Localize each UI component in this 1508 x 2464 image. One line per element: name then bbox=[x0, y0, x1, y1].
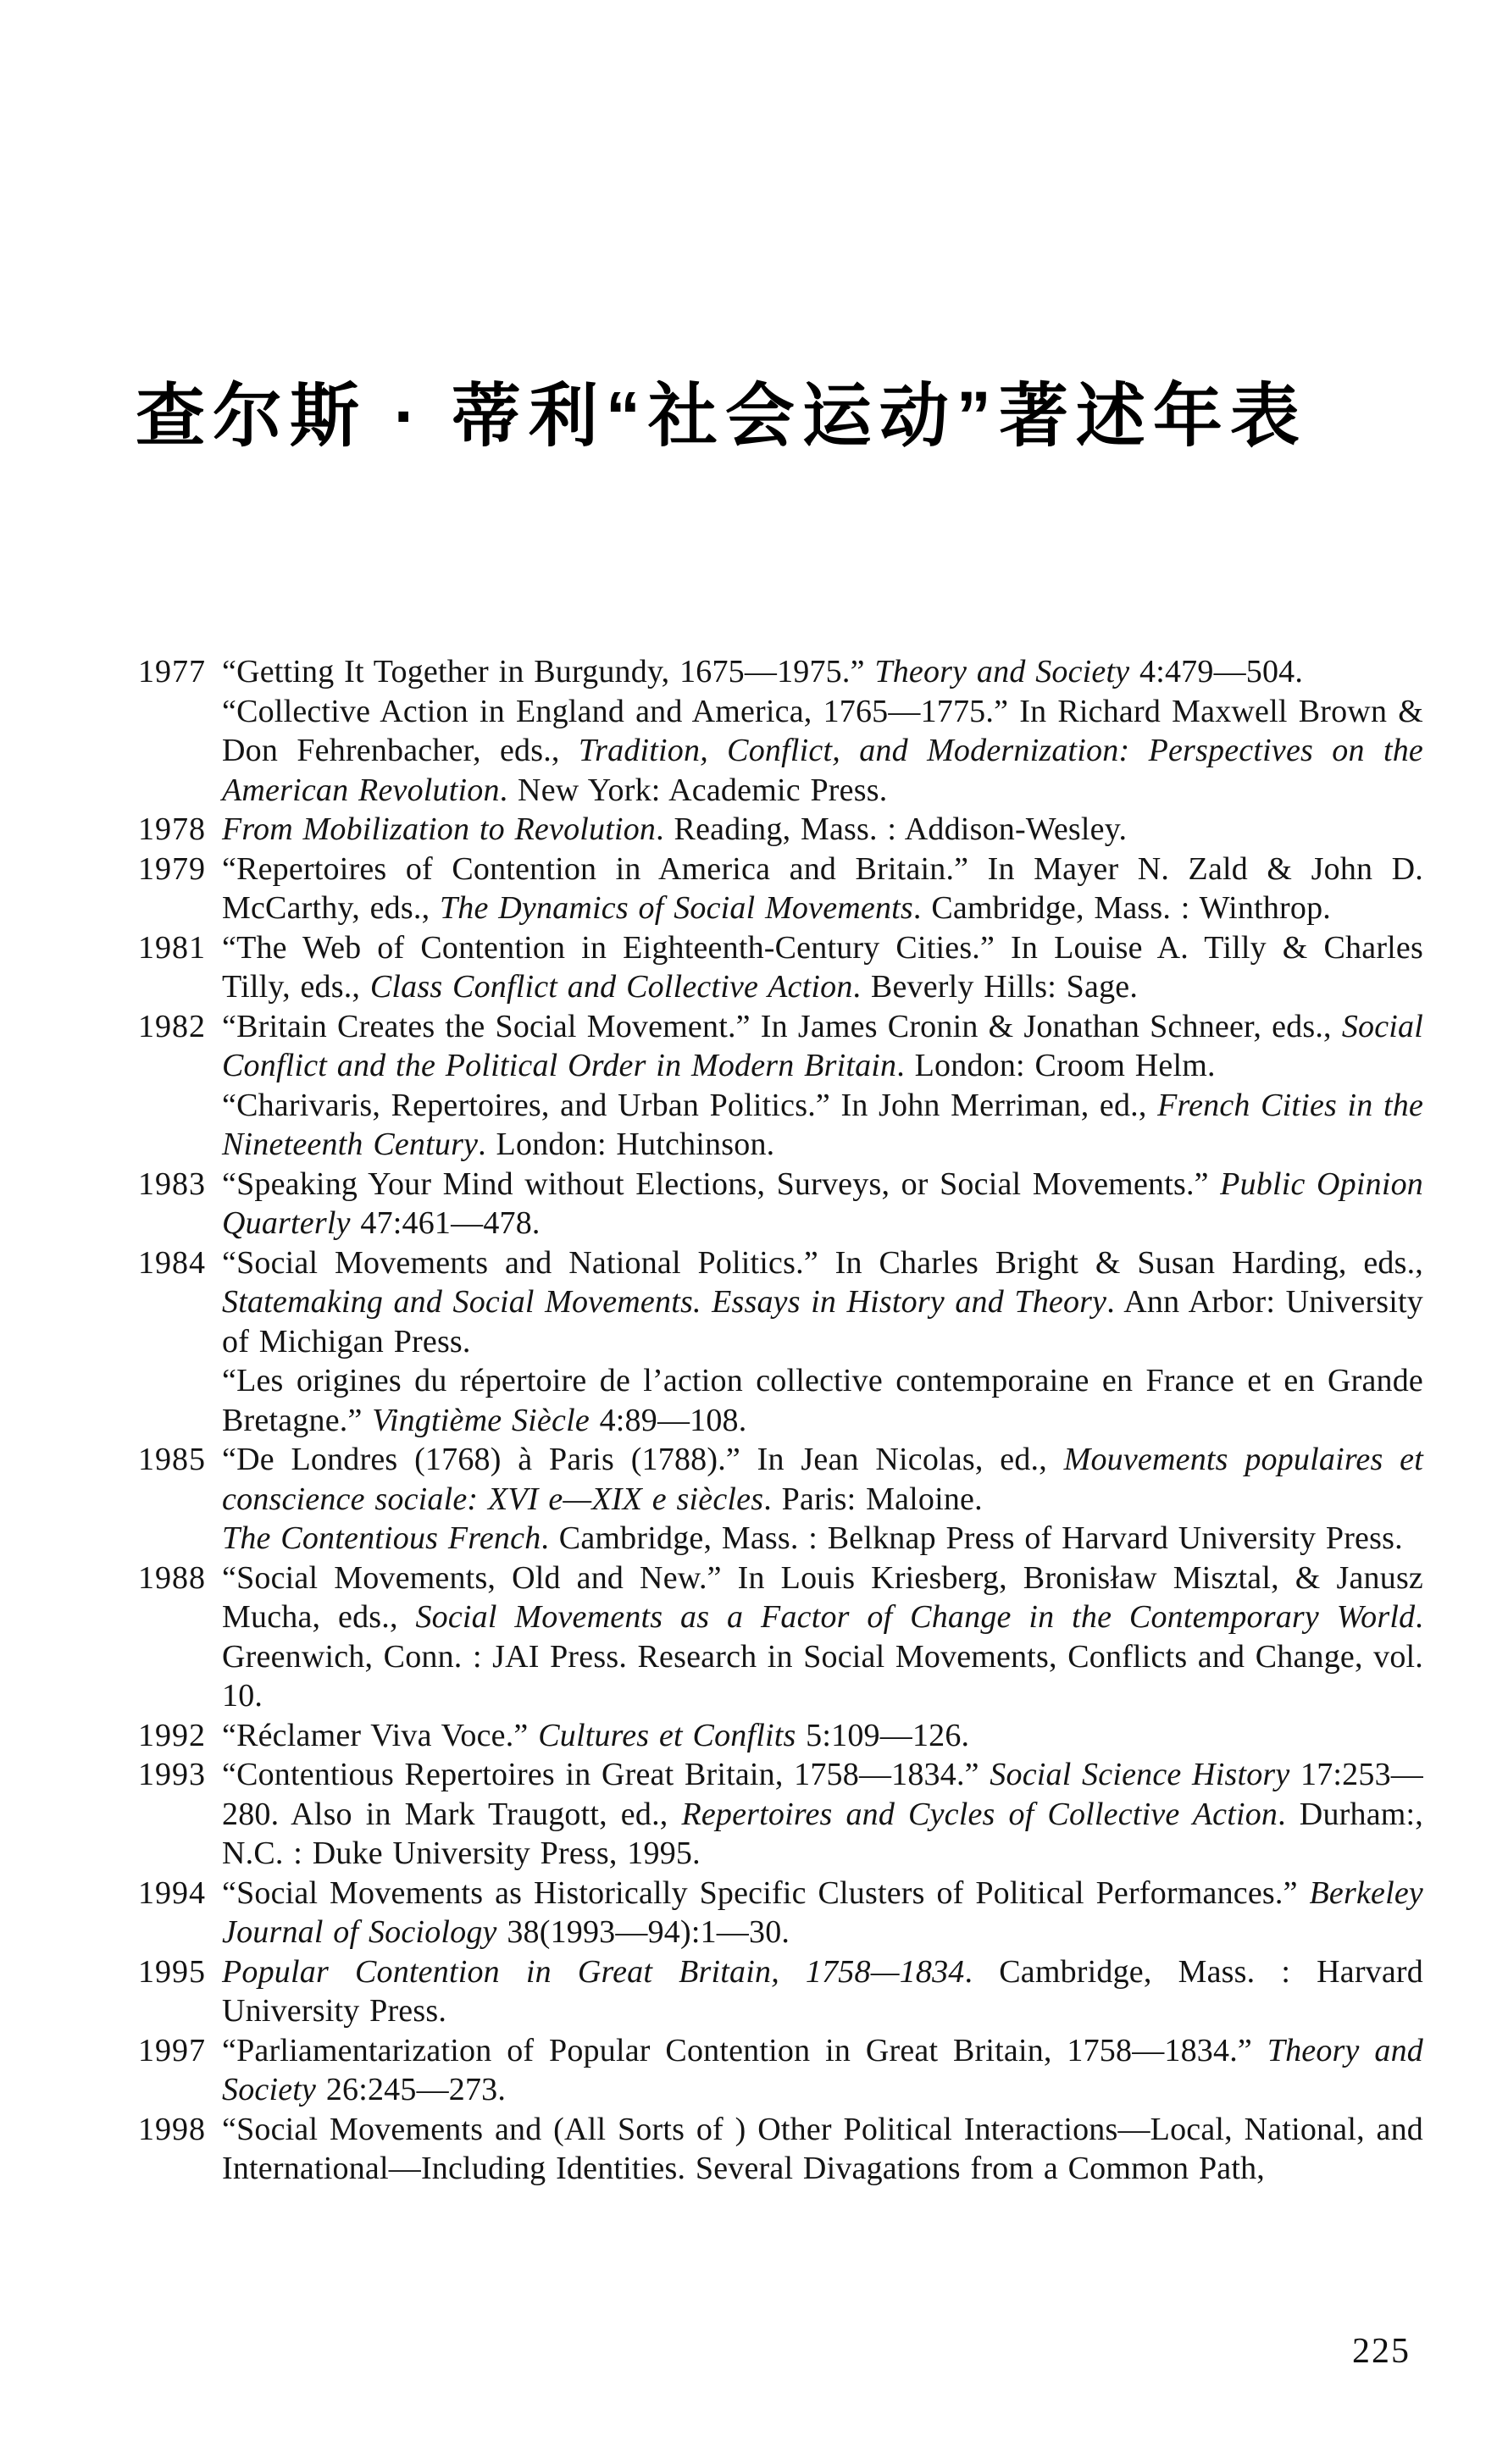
entry-year: 1979 bbox=[138, 850, 206, 887]
entry-item: “Charivaris, Repertoires, and Urban Politics.” In John Merriman, ed., French Cities in the Nineteenth Century. London: Hutchinson. bbox=[222, 1087, 1424, 1162]
entry-item: “Parliamentarization of Popular Contention in Great Britain, 1758—1834.” Theory and Society 26:245—273. bbox=[222, 2032, 1423, 2107]
entry-year: 1997 bbox=[138, 2032, 206, 2068]
bibliography-entry bbox=[138, 1874, 1423, 1952]
entry-year: 1983 bbox=[138, 1166, 206, 1202]
entry-item: “Getting It Together in Burgundy, 1675—1975.” Theory and Society 4:479—504. bbox=[222, 654, 1304, 689]
bibliography-entry bbox=[138, 1165, 1423, 1243]
entry-item: “Réclamer Viva Voce.” Cultures et Conflits 5:109—126. bbox=[222, 1717, 970, 1753]
entry-item: “Les origines du répertoire de l’action collective contemporaine en France et en Grande Bretagne.” Vingtième Siècle 4:89—108. bbox=[222, 1363, 1423, 1438]
bibliography-entry bbox=[138, 2031, 1423, 2110]
entry-item: “Speaking Your Mind without Elections, Surveys, or Social Movements.” Public Opinion Quarterly 47:461—478. bbox=[222, 1166, 1423, 1241]
bibliography-entry bbox=[138, 1007, 1423, 1165]
entry-year: 1977 bbox=[138, 654, 206, 689]
entry-item: “Contentious Repertoires in Great Britain, 1758—1834.” Social Science History 17:253—280. Also in Mark Traugott, ed., Repertoires and Cycles of Collective Action. Durham:, N.C. : Duke University Press, 1995. bbox=[222, 1757, 1423, 1871]
entry-item: “Social Movements and (All Sorts of ) Other Political Interactions—Local, National, and International—Including Identities. Several Divagations from a Common Path, bbox=[222, 2111, 1423, 2186]
entry-item: “The Web of Contention in Eighteenth-Century Cities.” In Louise A. Tilly & Charles Tilly, eds., Class Conflict and Collective Action. Beverly Hills: Sage. bbox=[222, 929, 1423, 1005]
entry-year: 1992 bbox=[138, 1717, 206, 1753]
entry-item: “Social Movements and National Politics.” In Charles Bright & Susan Harding, eds., Statemaking and Social Movements. Essays in History and Theory. Ann Arbor: University of Michigan Press. bbox=[222, 1244, 1423, 1359]
entry-item: “De Londres (1768) à Paris (1788).” In Jean Nicolas, ed., Mouvements populaires et conscience sociale: XVI e—XIX e siècles. Paris: Maloine. bbox=[222, 1442, 1423, 1517]
bibliography-entry bbox=[138, 1716, 1423, 1756]
bibliography-entry bbox=[138, 928, 1423, 1007]
bibliography-entry bbox=[138, 1243, 1423, 1441]
entry-year: 1984 bbox=[138, 1244, 206, 1281]
entry-year: 1985 bbox=[138, 1442, 206, 1477]
entry-year: 1995 bbox=[138, 1953, 206, 1990]
bibliography bbox=[138, 652, 1423, 2189]
page-title: 查尔斯 · 蒂利“社会运动”著述年表 bbox=[136, 377, 1307, 455]
entry-item: “Collective Action in England and America, 1765—1775.” In Richard Maxwell Brown & Don Fehrenbacher, eds., Tradition, Conflict, and Modernization: Perspectives on the American Revolution. New York: Academic Press. bbox=[222, 693, 1423, 808]
entry-year: 1982 bbox=[138, 1008, 206, 1044]
bibliography-entry bbox=[138, 850, 1423, 928]
entry-item: “Social Movements as Historically Specific Clusters of Political Performances.” Berkeley Journal of Sociology 38(1993—94):1—30. bbox=[222, 1874, 1423, 1950]
entry-item: From Mobilization to Revolution. Reading, Mass. : Addison-Wesley. bbox=[222, 811, 1128, 847]
bibliography-entry bbox=[138, 1952, 1423, 2031]
entry-year: 1988 bbox=[138, 1559, 206, 1596]
page-number: 225 bbox=[1352, 2332, 1411, 2371]
entry-year: 1998 bbox=[138, 2111, 206, 2147]
bibliography-entry bbox=[138, 1559, 1423, 1716]
entry-year: 1994 bbox=[138, 1874, 206, 1911]
bibliography-entry bbox=[138, 1755, 1423, 1874]
bibliography-entry bbox=[138, 2110, 1423, 2189]
entry-item: “Repertoires of Contention in America and Britain.” In Mayer N. Zald & John D. McCarthy, eds., The Dynamics of Social Movements. Cambridge, Mass. : Winthrop. bbox=[222, 850, 1423, 926]
bibliography-entry bbox=[138, 1440, 1423, 1559]
entry-item: The Contentious French. Cambridge, Mass. : Belknap Press of Harvard University Press. bbox=[222, 1520, 1403, 1556]
entry-item: “Britain Creates the Social Movement.” In James Cronin & Jonathan Schneer, eds., Social Conflict and the Political Order in Modern Britain. London: Croom Helm. bbox=[222, 1008, 1423, 1083]
entry-item: Popular Contention in Great Britain, 1758—1834. Cambridge, Mass. : Harvard University Press. bbox=[222, 1953, 1423, 2029]
entry-year: 1993 bbox=[138, 1757, 206, 1792]
bibliography-entry bbox=[138, 652, 1423, 810]
bibliography-entry bbox=[138, 810, 1423, 850]
entry-item: “Social Movements, Old and New.” In Louis Kriesberg, Bronisław Misztal, & Janusz Mucha, eds., Social Movements as a Factor of Change in the Contemporary World. Greenwich, Conn. : JAI Press. Research in Social Movements, Conflicts and Change, vol. 10. bbox=[222, 1559, 1423, 1714]
entry-year: 1978 bbox=[138, 811, 206, 847]
entry-year: 1981 bbox=[138, 929, 206, 966]
